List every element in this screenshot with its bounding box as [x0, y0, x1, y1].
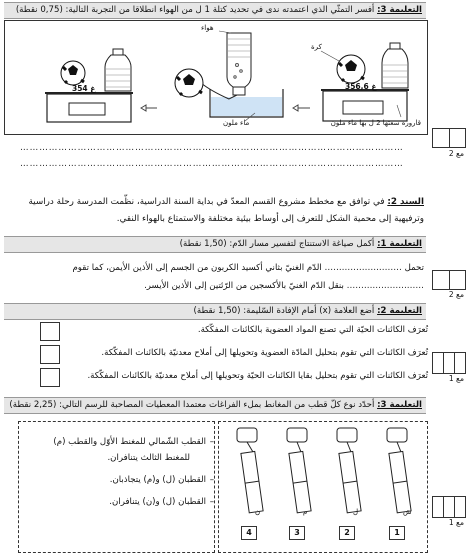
question-2-header — [4, 303, 426, 320]
question-2-heading: التعليمة 2: — [377, 306, 422, 316]
sanad-2-line2: وترفيهية إلى محمية الشكل للتعرف إلى أوساط بيئية مختلفة والاستمتاع بالهواء النقي. — [116, 214, 424, 224]
score-box-4 — [432, 496, 466, 518]
question-1-header — [4, 236, 426, 253]
magnet-number-2: 2 — [339, 526, 355, 540]
question-2-text: أضع العلامة (x) أمام الإفادة السّليمة: (1,50 نقطة) — [193, 306, 375, 316]
scale-left-readout: 354 غ — [72, 84, 96, 93]
experiment-drawing — [5, 21, 427, 134]
arrow-left-icon — [141, 105, 157, 111]
option-2-text: تُعرَف الكائنات التي تقوم بتحليل المادّة العضوية وتحويلها إلى أملاح معدنيّة بالكائنات المفكّكة. — [101, 348, 428, 358]
label-air: هواء — [201, 24, 214, 32]
magnet-number-3: 3 — [289, 526, 305, 540]
question-3b-text: أحدّد نوع كلّ قطب من المغانط بملء الفراغات معتمدا المعطيات المصاحبة للرسم التالي: (2,25 نقطة) — [9, 400, 375, 410]
label-water: ماء ملون — [223, 119, 250, 127]
q1-line1-end: الدّم الغنيّ بثاني أكسيد الكربون من الجسم إلى الأذين الأيمن، كما تقوم — [72, 263, 322, 273]
label-ball: كرة — [311, 43, 322, 51]
score-label-3: مع 1 — [448, 374, 464, 383]
score-box-1 — [432, 128, 466, 148]
water-basin — [210, 89, 283, 117]
checkbox-option-3[interactable] — [40, 368, 60, 387]
ball-middle-icon — [175, 69, 203, 97]
scale-right — [321, 90, 409, 121]
bullet-1-cont: للمغنط الثالث يتنافران. — [107, 453, 190, 463]
q1-line2-text: بنقل الدّم الغنيّ بالأكسجين من الرّئتين إلى الأذين الأيسر. — [144, 281, 344, 291]
score-label-4: مع 1 — [448, 518, 464, 527]
magnet-statements-box: القطب الشّمالي للمغنط الأوّل والقطب (م) للمغنط الثالث يتنافران. القطبان (ل) و(م) يتجاذبان. القطبان (ل) و(ن) يتنافران. – – – — [18, 421, 215, 553]
question-1-line2: ……………………… بنقل الدّم الغنيّ بالأكسجين من الرّئتين إلى الأذين الأيسر. — [144, 281, 424, 291]
magnet-letter-2: ل — [353, 508, 359, 516]
magnet-3-icon — [287, 428, 311, 513]
answer-line-2: ………………………………………………………………………………………………………… — [20, 159, 404, 169]
scale-right-readout: 356,6 غ — [345, 82, 377, 91]
question-3-text: أفسر التمثّي الذي اعتمدته ندى في تحديد كتلة 1 ل من الهواء انطلاقا من التجربة التالية: (0,75 نقطة) — [15, 5, 375, 15]
bullet-1: القطب الشّمالي للمغنط الأوّل والقطب (م) — [53, 437, 206, 447]
sanad-2 — [4, 196, 424, 226]
scale-left — [45, 93, 133, 122]
question-3b-header — [4, 397, 426, 414]
option-1-text: تُعرَف الكائنات الحيّة التي تصنع المواد العضوية بالكائنات المفكّكة. — [197, 325, 428, 335]
option-3-text: تُعرَف الكائنات التي تقوم بتحليل بقايا الكائنات الحيّة وتحويلها إلى أملاح معدنيّة بالكائنات المفكّكة. — [87, 371, 428, 381]
score-box-2 — [432, 270, 466, 290]
bottle-right-icon — [382, 43, 408, 88]
magnet-number-1: 1 — [389, 526, 405, 540]
question-1-line1: تحمل ……………………… الدّم الغنيّ بثاني أكسيد الكربون من الجسم إلى الأذين الأيمن، كما تقوم — [72, 263, 424, 273]
question-3b-heading: التعليمة 3: — [377, 400, 422, 410]
arrow-right-icon — [293, 105, 310, 111]
question-1-heading: التعليمة 1: — [377, 239, 422, 249]
bullet-2: القطبان (ل) و(م) يتجاذبان. — [109, 475, 206, 485]
magnet-number-4: 4 — [241, 526, 257, 540]
checkbox-option-2[interactable] — [40, 345, 60, 364]
sanad-2-label: السند 2: — [387, 197, 424, 207]
magnet-2-icon — [337, 428, 361, 513]
answer-line-1: ………………………………………………………………………………………………………… — [20, 143, 404, 153]
magnet-1-icon — [387, 428, 411, 513]
question-1-text: أكمل صياغة الاستنتاج لتفسير مسار الدّم: (1,50 نقطة) — [179, 239, 375, 249]
magnet-4-icon — [237, 428, 263, 513]
magnet-letter-1: ش — [403, 508, 412, 516]
magnet-letter-3: م — [303, 508, 308, 516]
exam-page — [4, 0, 470, 556]
question-3-heading: التعليمة 3: — [377, 5, 422, 15]
q1-line1-start: تحمل — [404, 263, 424, 273]
magnet-letter-4: ن — [255, 508, 261, 516]
sanad-2-line1: في توافق مع مخطط مشروع القسم المعدّ في بداية السنة الدراسية، نظّمت المدرسة رحلة دراسية — [28, 197, 385, 207]
bullet-3: القطبان (ل) و(ن) يتنافران. — [109, 497, 206, 507]
ball-right-icon — [337, 55, 365, 83]
score-label-1: مع 2 — [448, 149, 464, 158]
checkbox-option-1[interactable] — [40, 322, 60, 341]
question-3-header — [4, 2, 426, 19]
figure-caption: قارورة سعتها 2 ل بها ماء ملون — [330, 119, 421, 127]
experiment-figure — [4, 20, 428, 135]
score-label-2: مع 2 — [448, 290, 464, 299]
ball-left-icon — [61, 61, 85, 85]
bottle-inverted-icon — [227, 33, 251, 95]
bottle-left-icon — [105, 49, 131, 91]
score-box-3 — [432, 352, 466, 374]
magnets-figure — [218, 421, 428, 553]
